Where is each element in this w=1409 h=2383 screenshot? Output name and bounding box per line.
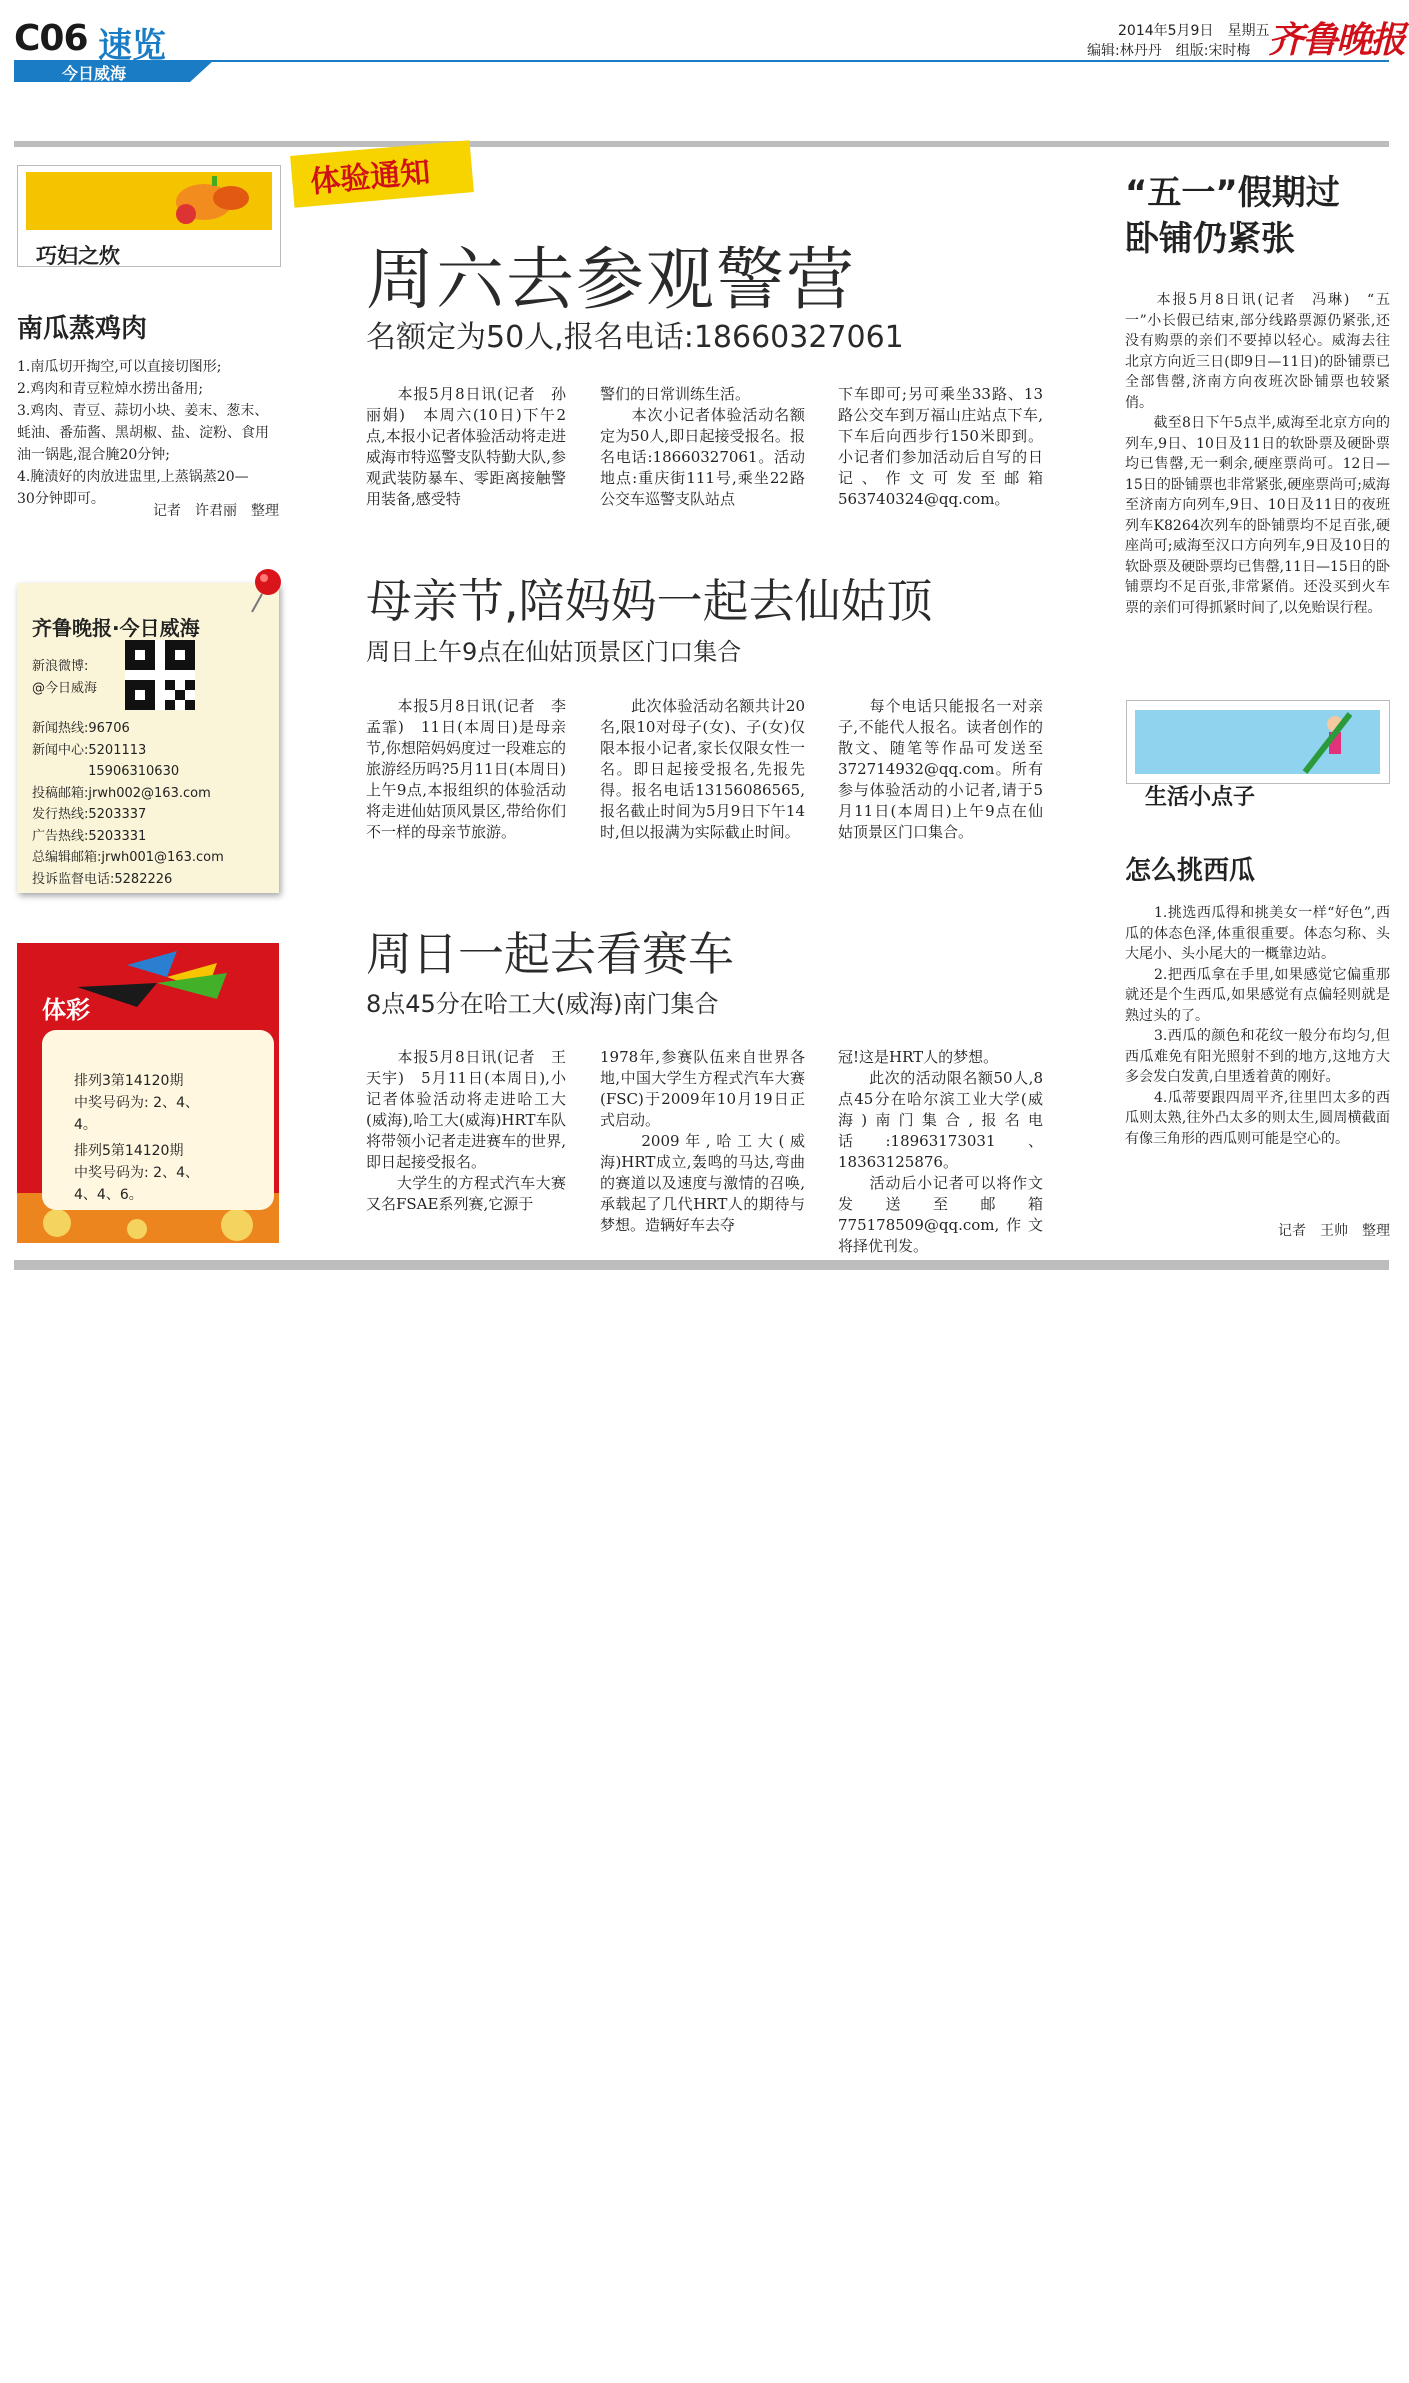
- article2-col3: 每个电话只能报名一对亲子,不能代人报名。读者创作的散文、随笔等作品可发送至372714932@qq.com。所有参与体验活动的小记者,请于5月11日(本周日)上午9点在仙姑顶景区门口集合。: [838, 697, 1043, 841]
- contact-news-center: 新闻中心:5201113: [32, 742, 147, 758]
- lottery-line: 中奖号码为: 2、4、: [74, 1095, 199, 1111]
- right-article-title: “五一”假期过 卧铺仍紧张: [1125, 173, 1340, 259]
- article2-title: 母亲节,陪妈妈一起去仙姑顶: [366, 574, 933, 628]
- recipe-byline: 记者 许君丽 整理: [153, 503, 279, 519]
- editor-credits: 编辑:林丹丹 组版:宋时梅: [1087, 43, 1251, 59]
- issue-date: 2014年5月9日 星期五: [1118, 23, 1270, 39]
- contact-advertising: 广告热线:5203331: [32, 828, 147, 844]
- article2-col1: 本报5月8日讯(记者 李孟霏) 11日(本周日)是母亲节,你想陪妈妈度过一段难忘的旅游经历吗?5月11日(本周日)上午9点,本报组织的体验活动将走进仙姑顶风景区,带给你们不一样的母亲节旅游。: [366, 697, 566, 841]
- recipe-column-name: 巧妇之炊: [36, 244, 120, 268]
- pencil-girl-icon: [1135, 710, 1380, 774]
- pumpkin-icon: [26, 172, 272, 230]
- tip-illustration: [1135, 710, 1380, 774]
- article1-subtitle: 名额定为50人,报名电话:18660327061: [366, 320, 904, 355]
- contact-complaint: 投诉监督电话:5282226: [32, 871, 173, 887]
- recipe-step: 3.鸡肉、青豆、蒜切小块、姜末、葱末、: [17, 403, 269, 419]
- contact-editor-email[interactable]: 总编辑邮箱:jrwh001@163.com: [32, 850, 224, 865]
- tip-article-title: 怎么挑西瓜: [1125, 856, 1256, 886]
- article2-subtitle: 周日上午9点在仙姑顶景区门口集合: [366, 638, 742, 666]
- page-number: C06: [14, 18, 88, 59]
- recipe-step: 蚝油、番茄酱、黑胡椒、盐、淀粉、食用: [17, 425, 269, 441]
- article3-col1: 本报5月8日讯(记者 王天宇) 5月11日(本周日),小记者体验活动将走进哈工大(威海),哈工大(威海)HRT车队将带领小记者走进赛车的世界,即日起接受报名。 大学生的方程式汽车大赛又名FSAE系列赛,它源于: [366, 1048, 566, 1213]
- recipe-step: 1.南瓜切开掏空,可以直接切图形;: [17, 359, 222, 375]
- article3-subtitle: 8点45分在哈工大(威海)南门集合: [366, 990, 719, 1018]
- article1-col2: 警们的日常训练生活。 本次小记者体验活动名额定为50人,即日起接受报名。报名电话:18660327061。活动地点:重庆街111号,乘坐22路公交车巡警支队站点: [600, 385, 805, 508]
- tip-article-body: 1.挑选西瓜得和挑美女一样“好色”,西瓜的体态色泽,体重很重要。体态匀称、头大尾小、头小尾大的一概靠边站。 2.把西瓜拿在手里,如果感觉它偏重那就还是个生西瓜,如果感觉有点偏轻则就是熟过头的了。 3.西瓜的颜色和花纹一般分布均匀,但西瓜难免有阳光照射不到的地方,这地方大多会发白发黄,白里透着黄的刚好。 4.瓜蒂要跟四周平齐,往里凹太多的西瓜则太熟,往外凸太多的则太生,圆周横截面有像三角形的西瓜则可能是空心的。: [1125, 905, 1390, 1147]
- contact-submission-email[interactable]: 投稿邮箱:jrwh002@163.com: [32, 785, 211, 801]
- header-rule: [14, 60, 1389, 62]
- article1-col3: 下车即可;另可乘坐33路、13路公交车到万福山庄站点下车,下车后向西步行150米即到。小记者们参加活动后自写的日记、作文可发至邮箱563740324@qq.com。: [838, 385, 1043, 508]
- lottery-line: 排列3第14120期: [74, 1073, 184, 1089]
- article1-col1: 本报5月8日讯(记者 孙丽娟) 本周六(10日)下午2点,本报小记者体验活动将走进威海市特巡警支队特勤大队,参观武装防暴车、零距离接触警用装备,感受特: [366, 385, 566, 508]
- notice-badge-label: 体验通知: [309, 154, 432, 201]
- article1-title: 周六去参观警营: [366, 241, 857, 320]
- contact-lines: [32, 718, 272, 890]
- top-frame-rule: [14, 141, 1389, 147]
- weibo-label: 新浪微博: @今日威海: [32, 659, 98, 696]
- lottery-results: [74, 1070, 199, 1206]
- contact-hotline: 新闻热线:96706: [32, 721, 130, 736]
- article3-col3: 冠!这是HRT人的梦想。 此次的活动限名额50人,8点45分在哈尔滨工业大学(威海)南门集合,报名电话:18963173031、18363125876。 活动后小记者可以将作文发送至邮箱775178509@qq.com,作文将择优刊发。: [838, 1048, 1043, 1255]
- contact-title: 齐鲁晚报·今日威海: [32, 616, 200, 640]
- article3-col2: 1978年,参赛队伍来自世界各地,中国大学生方程式汽车大赛(FSC)于2009年10月19日正式启动。 2009年,哈工大(威海)HRT成立,轰鸣的马达,弯曲的赛道以及速度与激情的召唤,承载起了几代HRT人的期待与梦想。造辆好车去夺: [600, 1048, 805, 1234]
- pushpin-icon: [248, 566, 288, 616]
- recipe-step: 30分钟即可。: [17, 491, 105, 507]
- lottery-line: 4、4、6。: [74, 1187, 143, 1203]
- recipe-illustration: [26, 172, 272, 230]
- recipe-title: 南瓜蒸鸡肉: [17, 314, 148, 344]
- section-name: 速览: [98, 26, 166, 66]
- tip-column-name: 生活小点子: [1145, 785, 1256, 810]
- contact-distribution: 发行热线:5203337: [32, 807, 147, 822]
- qr-code-icon[interactable]: [125, 640, 195, 710]
- recipe-step: 4.腌渍好的肉放进盅里,上蒸锅蒸20—: [17, 469, 249, 485]
- contact-news-center-mobile: 15906310630: [32, 764, 180, 779]
- recipe-steps: [17, 356, 279, 510]
- article2-col2: 此次体验活动名额共计20名,限10对母子(女)、子(女)仅限本报小记者,家长仅限女性一名。即日起接受报名,先报先得。报名电话13156086565,报名截止时间为5月9日下午14时,但以报满为实际截止时间。: [600, 697, 805, 841]
- lottery-line: 排列5第14120期: [74, 1143, 184, 1159]
- bottom-frame-rule: [14, 1260, 1389, 1270]
- recipe-step: 油一锅匙,混合腌20分钟;: [17, 447, 170, 463]
- subsection-name: 今日威海: [62, 64, 127, 83]
- recipe-step: 2.鸡肉和青豆粒焯水捞出备用;: [17, 381, 204, 397]
- article3-title: 周日一起去看赛车: [366, 927, 734, 981]
- right-article-body: 本报5月8日讯(记者 冯琳) “五一”小长假已结束,部分线路票源仍紧张,还没有购票的亲们不要掉以轻心。威海去往北京方向近三日(即9日—11日)的卧铺票已全部售罄,济南方向夜班次卧铺票也较紧俏。 截至8日下午5点半,威海至北京方向的列车,9日、10日及11日的软卧票及硬卧票均已售罄,无一剩余,硬座票尚可。12日—15日的卧铺票也非常紧张,硬座票尚可;威海至济南方向列车,9日、10日及11日的夜班列车K8264次列车的卧铺票均不足百张,硬座尚可;威海至汉口方向列车,9日及10日的软卧票及硬卧票均已售罄,11日—15日的卧铺票均不足百张,非常紧俏。还没买到火车票的亲们可得抓紧时间了,以免贻误行程。: [1125, 292, 1390, 616]
- tip-article-byline: 记者 王帅 整理: [1278, 1223, 1390, 1239]
- newspaper-masthead: 齐鲁晚报: [1268, 19, 1405, 61]
- lottery-line: 4。: [74, 1117, 97, 1133]
- lottery-title: 体彩: [42, 996, 90, 1024]
- lottery-line: 中奖号码为: 2、4、: [74, 1165, 199, 1181]
